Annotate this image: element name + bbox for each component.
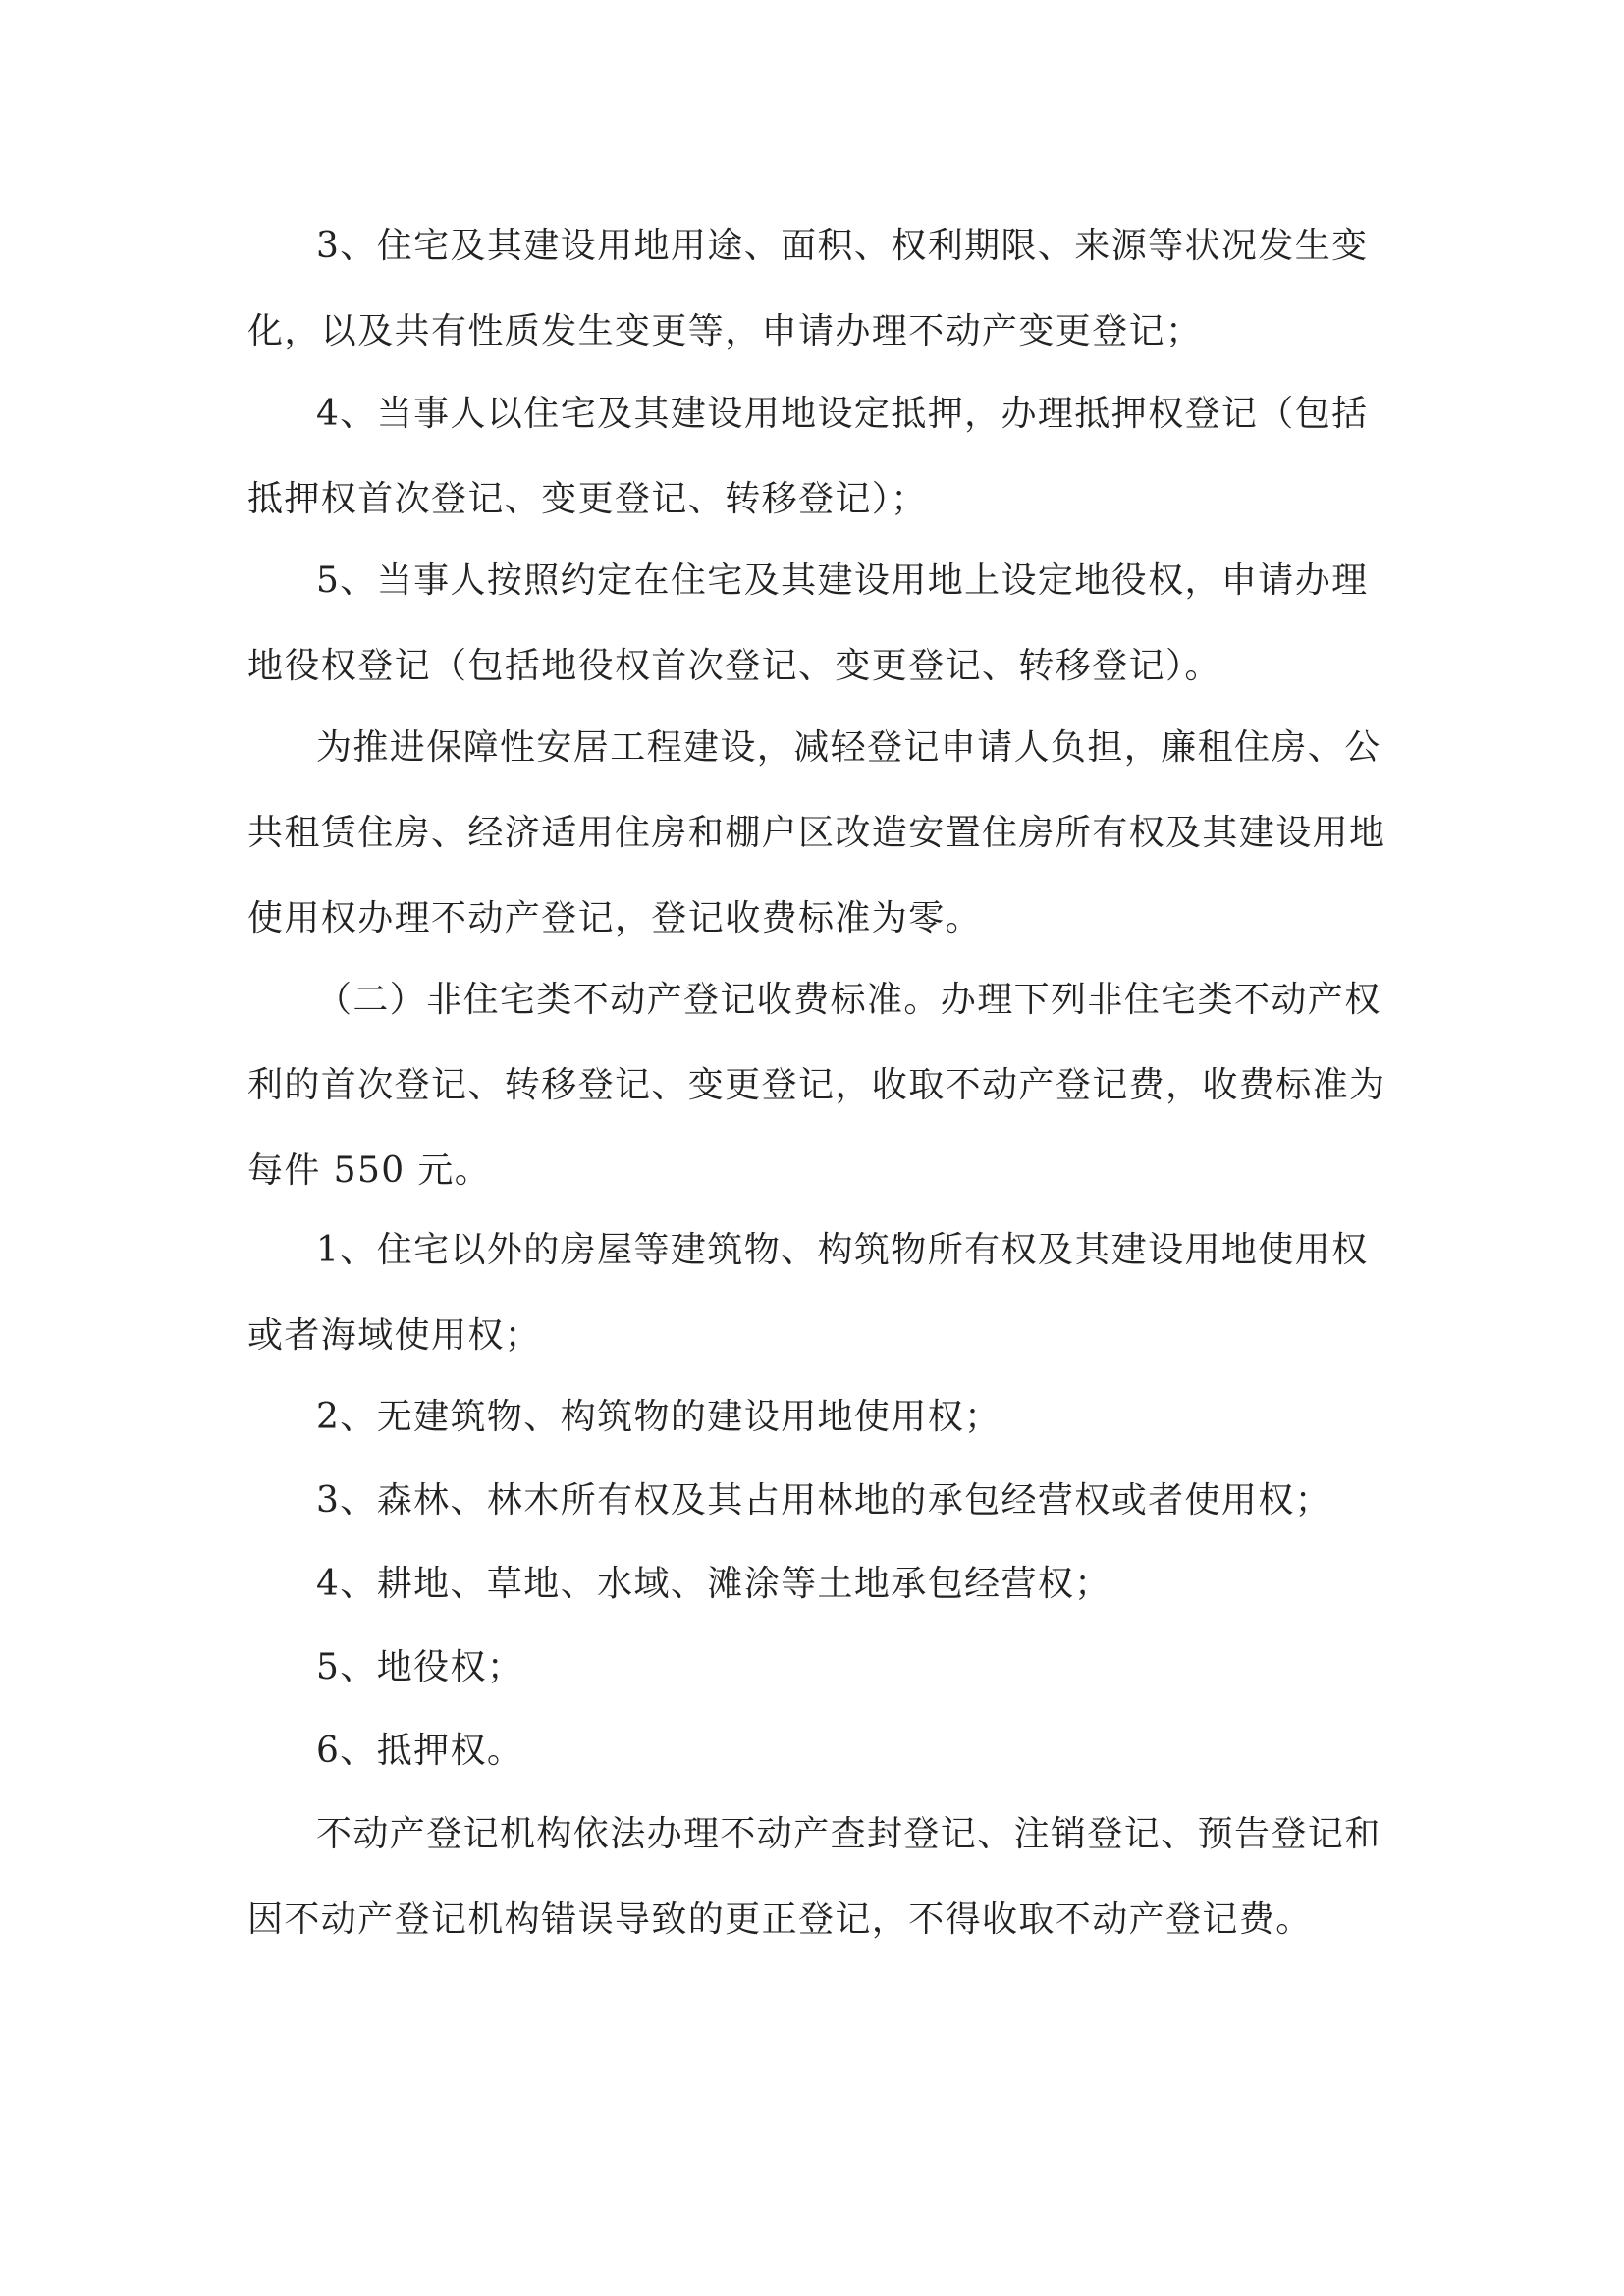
paragraph-no-fee-registrations: 不动产登记机构依法办理不动产查封登记、注销登记、预告登记和因不动产登记机构错误导致的更正登记，不得收取不动产登记费。 (247, 1814, 1381, 1940)
paragraph-item-3-change-registration: 3、住宅及其建设用地用途、面积、权利期限、来源等状况发生变化，以及共有性质发生变更等，申请办理不动产变更登记； (247, 226, 1369, 351)
list-item-1-buildings: 1、住宅以外的房屋等建筑物、构筑物所有权及其建设用地使用权或者海域使用权； (247, 1230, 1369, 1356)
paragraph-affordable-housing: 为推进保障性安居工程建设，减轻登记申请人负担，廉租住房、公共租赁住房、经济适用住房和棚户区改造安置住房所有权及其建设用地使用权办理不动产登记，登记收费标准为零。 (247, 727, 1386, 938)
list-item-5-easement: 5、地役权； (316, 1647, 524, 1687)
list-item-3-forest: 3、森林、林木所有权及其占用林地的承包经营权或者使用权； (316, 1480, 1332, 1521)
list-item-6-mortgage: 6、抵押权。 (316, 1731, 524, 1771)
paragraph-non-residential-standard: （二）非住宅类不动产登记收费标准。办理下列非住宅类不动产权利的首次登记、转移登记、变更登记，收取不动产登记费，收费标准为每件 550 元。 (247, 980, 1386, 1191)
paragraph-item-5-easement-registration: 5、当事人按照约定在住宅及其建设用地上设定地役权，申请办理地役权登记（包括地役权首次登记、变更登记、转移登记）。 (247, 561, 1369, 686)
paragraph-item-4-mortgage-registration: 4、当事人以住宅及其建设用地设定抵押，办理抵押权登记（包括抵押权首次登记、变更登记、转移登记）； (247, 394, 1369, 519)
list-item-2-land-use: 2、无建筑物、构筑物的建设用地使用权； (316, 1397, 1001, 1437)
list-item-4-farmland: 4、耕地、草地、水域、滩涂等土地承包经营权； (316, 1564, 1111, 1604)
